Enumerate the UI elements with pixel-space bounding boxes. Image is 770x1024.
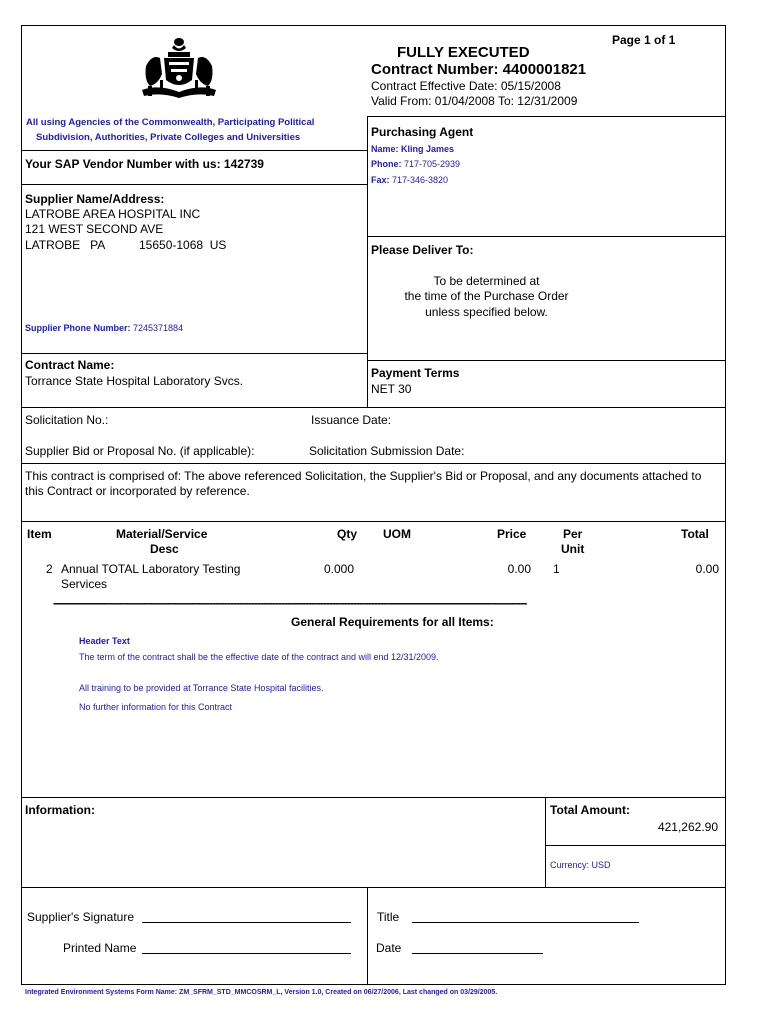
divider-solicitation bbox=[21, 407, 726, 408]
supplier-signature-label: Supplier's Signature bbox=[27, 910, 135, 924]
contract-number: Contract Number: 4400001821 bbox=[371, 61, 587, 78]
deliver-title: Please Deliver To: bbox=[371, 243, 474, 257]
deliver-line-1: To be determined at bbox=[433, 274, 540, 288]
divider-vendor bbox=[21, 184, 368, 185]
contract-name-title: Contract Name: bbox=[25, 358, 115, 372]
printed-name-label: Printed Name bbox=[63, 941, 137, 955]
date-label: Date bbox=[376, 941, 402, 955]
contract-term-text: The term of the contract shall be the effective date of the contract and will end 12/31/2009. bbox=[79, 652, 439, 662]
divider-right-agent bbox=[367, 236, 726, 237]
col-per-line-1: Per bbox=[563, 527, 583, 541]
purchasing-agent-name: Name: Kling James bbox=[371, 144, 455, 154]
submission-date: Solicitation Submission Date: bbox=[309, 444, 465, 458]
phone-value: 717-705-2939 bbox=[401, 159, 461, 169]
row-total: 0.00 bbox=[695, 562, 719, 576]
supplier-phone-label: Supplier Phone Number: bbox=[25, 323, 131, 333]
information-title: Information: bbox=[25, 803, 95, 817]
contract-status: FULLY EXECUTED bbox=[397, 44, 530, 61]
col-material-line-2: Desc bbox=[150, 542, 179, 556]
frame-top bbox=[21, 25, 726, 26]
agencies-line-2: Subdivision, Authorities, Private Colleges and Universities bbox=[36, 132, 301, 143]
supplier-zip: 15650-1068 US bbox=[139, 238, 227, 252]
commonwealth-seal-logo bbox=[138, 36, 220, 104]
contract-effective-date: Contract Effective Date: 05/15/2008 bbox=[371, 79, 561, 93]
row-price: 0.00 bbox=[507, 562, 531, 576]
frame-left bbox=[21, 25, 22, 985]
payment-terms-title: Payment Terms bbox=[371, 366, 460, 380]
frame-bottom bbox=[21, 984, 726, 985]
row-desc-line-1: Annual TOTAL Laboratory Testing bbox=[61, 562, 241, 576]
training-text: All training to be provided at Torrance State Hospital facilities. bbox=[79, 683, 324, 693]
divider-comprised bbox=[21, 463, 726, 464]
currency: Currency: USD bbox=[550, 860, 611, 870]
supplier-city: LATROBE PA bbox=[25, 238, 106, 252]
divider-total-vertical bbox=[545, 797, 546, 888]
purchasing-agent-phone bbox=[371, 158, 460, 170]
issuance-date: Issuance Date: bbox=[311, 413, 392, 427]
row-qty: 0.000 bbox=[323, 562, 354, 576]
divider-items-header bbox=[21, 521, 726, 522]
divider-information bbox=[21, 797, 726, 798]
no-further-info-text: No further information for this Contract bbox=[79, 702, 233, 712]
divider-signatures bbox=[21, 887, 726, 888]
frame-right bbox=[725, 25, 726, 985]
divider-right-header bbox=[367, 116, 726, 117]
supplier-title: Supplier Name/Address: bbox=[25, 192, 165, 206]
col-item: Item bbox=[27, 527, 52, 541]
contract-valid-dates: Valid From: 01/04/2008 To: 12/31/2009 bbox=[371, 94, 578, 108]
agencies-line-1: All using Agencies of the Commonwealth, Participating Political bbox=[26, 117, 315, 128]
bid-proposal-number: Supplier Bid or Proposal No. (if applicable): bbox=[25, 444, 255, 458]
title-line[interactable] bbox=[412, 910, 639, 923]
fax-label: Fax: bbox=[371, 175, 390, 185]
supplier-signature-line[interactable] bbox=[142, 910, 351, 923]
solicitation-number: Solicitation No.: bbox=[25, 413, 109, 427]
supplier-street: 121 WEST SECOND AVE bbox=[25, 222, 164, 236]
supplier-phone-value: 7245371884 bbox=[130, 323, 184, 333]
col-per-line-2: Unit bbox=[561, 542, 585, 556]
header-text-label: Header Text bbox=[79, 636, 130, 646]
payment-terms-value: NET 30 bbox=[371, 382, 412, 396]
dashed-separator: -------------------------------------------------------------------------------------------------------------------------------------------------------------- bbox=[53, 596, 527, 610]
col-qty: Qty bbox=[337, 527, 358, 541]
printed-name-line[interactable] bbox=[142, 941, 351, 954]
row-per-unit: 1 bbox=[553, 562, 560, 576]
col-uom: UOM bbox=[383, 527, 411, 541]
divider-right-deliver bbox=[367, 360, 726, 361]
sap-vendor-number: Your SAP Vendor Number with us: 142739 bbox=[25, 157, 264, 171]
supplier-phone bbox=[25, 322, 183, 334]
total-amount-title: Total Amount: bbox=[550, 803, 630, 817]
col-price: Price bbox=[497, 527, 527, 541]
total-amount-value: 421,262.90 bbox=[657, 820, 718, 834]
deliver-line-3: unless specified below. bbox=[425, 305, 548, 319]
row-desc-line-2: Services bbox=[61, 577, 108, 591]
divider-agencies bbox=[21, 150, 368, 151]
row-item-number: 2 bbox=[46, 562, 53, 576]
col-total: Total bbox=[681, 527, 709, 541]
col-material-line-1: Material/Service bbox=[116, 527, 208, 541]
divider-signature-vertical bbox=[367, 887, 368, 985]
page-indicator: Page 1 of 1 bbox=[612, 33, 676, 47]
column-divider bbox=[367, 116, 368, 408]
divider-supplier bbox=[21, 353, 368, 354]
divider-total-currency bbox=[545, 845, 726, 846]
fax-value: 717-346-3820 bbox=[389, 175, 449, 185]
phone-label: Phone: bbox=[371, 159, 402, 169]
title-label: Title bbox=[377, 910, 400, 924]
contract-comprised-text: This contract is comprised of: The above referenced Solicitation, the Supplier's Bid or Proposal, and any documents attached to this Contract or incorporated by reference. bbox=[25, 469, 702, 498]
form-footer: Integrated Environment Systems Form Name: ZM_SFRM_STD_MMCOSRM_L, Version 1.0, Created on 06/27/2006, Last changed on 03/29/2005. bbox=[25, 989, 498, 996]
contract-name-value: Torrance State Hospital Laboratory Svcs. bbox=[25, 374, 244, 388]
requirements-title: General Requirements for all Items: bbox=[291, 615, 494, 629]
date-line[interactable] bbox=[412, 941, 543, 954]
deliver-line-2: the time of the Purchase Order bbox=[404, 289, 569, 303]
purchasing-agent-fax bbox=[371, 174, 448, 186]
supplier-name: LATROBE AREA HOSPITAL INC bbox=[25, 207, 201, 221]
purchasing-agent-title: Purchasing Agent bbox=[371, 125, 474, 139]
